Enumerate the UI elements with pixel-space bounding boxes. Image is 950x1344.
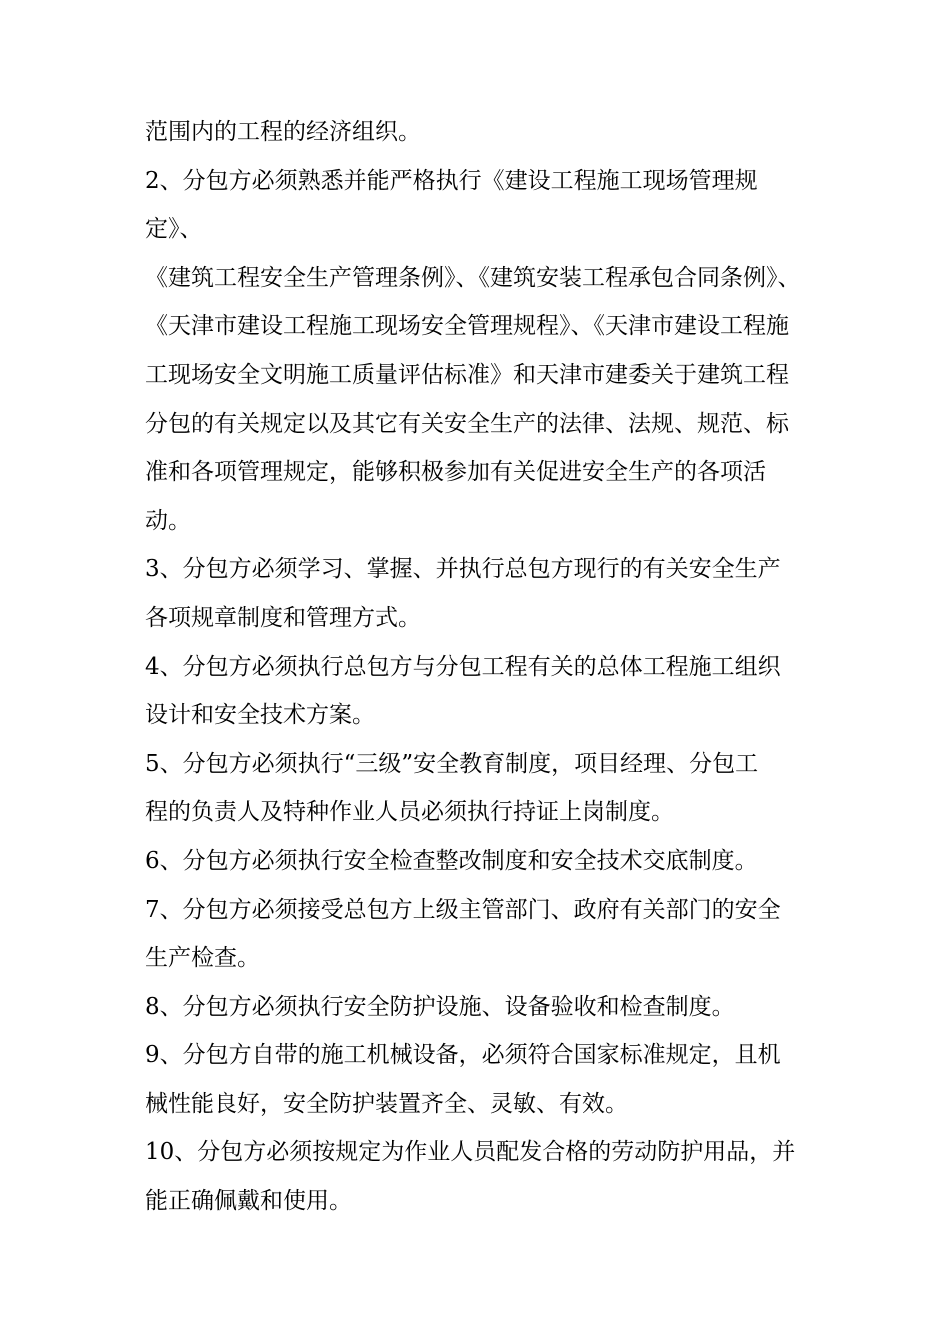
paragraph-item-9: 9、分包方自带的施工机械设备，必须符合国家标准规定，且机 械性能良好，安全防护装置齐全、灵敏、有效。 xyxy=(145,1042,781,1117)
paragraph-item-7: 7、分包方必须接受总包方上级主管部门、政府有关部门的安全 生产检查。 xyxy=(145,896,781,972)
paragraph-item-5: 5、分包方必须执行“三级”安全教育制度，项目经理、分包工 程的负责人及特种作业人员必须执行持证上岗制度。 xyxy=(145,750,759,826)
paragraph-item-2: 2、分包方必须熟悉并能严格执行《建设工程施工现场管理规定》、 《建筑工程安全生产管理条例》、《建筑安装工程承包合同条例》、 《天津市建设工程施工现场安全管理规程》、《天津市建设工程施 工现场安全文明施工质量评估标准》和天津市建委关于建筑工程 分包的有关规定以及其它有关安全生产的法律、法规、规范、标 准和各项管理规定，能够积极参加有关促进安全生产的各项活 动。 xyxy=(145,167,801,534)
paragraph-item-6: 6、分包方必须执行安全检查整改制度和安全技术交底制度。 xyxy=(145,847,758,874)
document-body xyxy=(145,108,810,1226)
paragraph-item-4: 4、分包方必须执行总包方与分包工程有关的总体工程施工组织 设计和安全技术方案。 xyxy=(145,653,781,729)
paragraph-continuation: 范围内的工程的经济组织。 xyxy=(145,119,421,145)
paragraph-item-3: 3、分包方必须学习、掌握、并执行总包方现行的有关安全生产 各项规章制度和管理方式。 xyxy=(145,556,781,631)
paragraph-item-10: 10、分包方必须按规定为作业人员配发合格的劳动防护用品，并 能正确佩戴和使用。 xyxy=(145,1139,796,1215)
paragraph-item-8: 8、分包方必须执行安全防护设施、设备验收和检查制度。 xyxy=(145,993,735,1020)
